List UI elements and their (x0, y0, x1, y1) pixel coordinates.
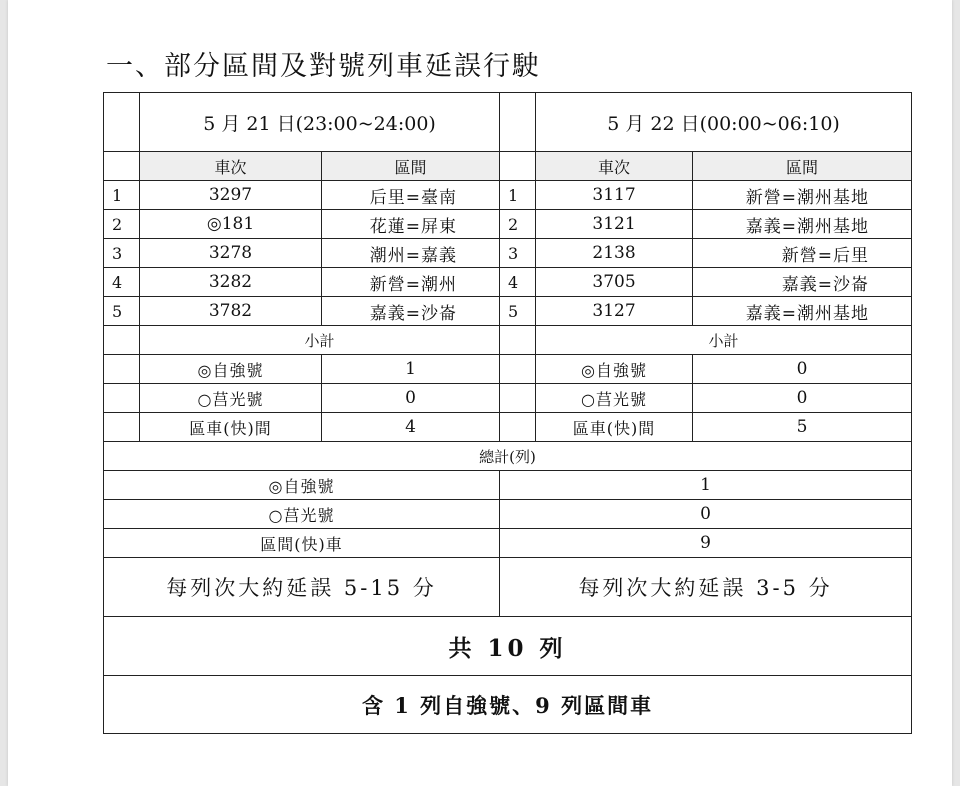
left-section: 嘉義=沙崙 (322, 297, 500, 326)
right-subtotal-type: 區車(快)間 (536, 413, 693, 442)
right-row-number: 1 (500, 181, 536, 210)
left-section: 潮州=嘉義 (322, 239, 500, 268)
left-subtotal-value: 4 (322, 413, 500, 442)
table-row (104, 297, 912, 326)
blank-cell (500, 93, 536, 152)
left-row-number: 3 (104, 239, 140, 268)
right-subtotal-value: 0 (693, 384, 912, 413)
table-row (104, 210, 912, 239)
grand-total-value: 1 (500, 471, 912, 500)
table-row (104, 268, 912, 297)
left-section: 新營=潮州 (322, 268, 500, 297)
right-train-number: 3117 (536, 181, 693, 210)
right-subtotal-type: ○莒光號 (536, 384, 693, 413)
left-row-number: 5 (104, 297, 140, 326)
left-subtotal-label: 小計 (140, 326, 500, 355)
right-row-number: 3 (500, 239, 536, 268)
blank-cell (104, 152, 140, 181)
right-subtotal-value: 5 (693, 413, 912, 442)
right-row-number: 4 (500, 268, 536, 297)
includes-note: 含 1 列自強號、9 列區間車 (104, 676, 912, 734)
blank-cell (500, 355, 536, 384)
right-row-number: 2 (500, 210, 536, 239)
right-delay-note: 每列次大約延誤 3-5 分 (500, 558, 912, 617)
subtotal-row (104, 355, 912, 384)
delay-table (103, 92, 912, 734)
grand-total-row (104, 529, 912, 558)
left-train-number: 3297 (140, 181, 322, 210)
blank-cell (500, 384, 536, 413)
table-row (104, 239, 912, 268)
left-subtotal-type: ○莒光號 (140, 384, 322, 413)
left-train-number: 3282 (140, 268, 322, 297)
grand-total-type: 區間(快)車 (104, 529, 500, 558)
right-section: 嘉義=沙崙 (693, 268, 912, 297)
left-subtotal-value: 1 (322, 355, 500, 384)
right-subtotal-type: ◎自強號 (536, 355, 693, 384)
subtotal-row (104, 413, 912, 442)
left-subtotal-type: 區車(快)間 (140, 413, 322, 442)
blank-cell (500, 326, 536, 355)
total-count: 共 10 列 (104, 617, 912, 676)
subtotal-row (104, 384, 912, 413)
grand-total-type: ○莒光號 (104, 500, 500, 529)
right-date-header: 5 月 22 日(00:00~06:10) (536, 93, 912, 152)
grand-total-row (104, 471, 912, 500)
right-section: 嘉義=潮州基地 (693, 297, 912, 326)
grand-total-type: ◎自強號 (104, 471, 500, 500)
right-train-number: 3705 (536, 268, 693, 297)
left-train-number: 3278 (140, 239, 322, 268)
blank-cell (500, 152, 536, 181)
right-section: 新營=后里 (693, 239, 912, 268)
blank-cell (500, 413, 536, 442)
right-col-train-header: 車次 (536, 152, 693, 181)
left-subtotal-type: ◎自強號 (140, 355, 322, 384)
document-page (8, 0, 952, 786)
left-section: 花蓮=屏東 (322, 210, 500, 239)
right-train-number: 3127 (536, 297, 693, 326)
blank-cell (104, 93, 140, 152)
right-section: 嘉義=潮州基地 (693, 210, 912, 239)
left-col-train-header: 車次 (140, 152, 322, 181)
left-delay-note: 每列次大約延誤 5-15 分 (104, 558, 500, 617)
right-subtotal-label: 小計 (536, 326, 912, 355)
right-section: 新營=潮州基地 (693, 181, 912, 210)
left-row-number: 2 (104, 210, 140, 239)
right-subtotal-value: 0 (693, 355, 912, 384)
grand-total-value: 0 (500, 500, 912, 529)
left-subtotal-value: 0 (322, 384, 500, 413)
blank-cell (104, 384, 140, 413)
page-title: 一、部分區間及對號列車延誤行駛 (106, 51, 541, 82)
right-train-number: 2138 (536, 239, 693, 268)
right-col-section-header: 區間 (693, 152, 912, 181)
grand-total-label: 總計(列) (104, 442, 912, 471)
left-row-number: 1 (104, 181, 140, 210)
grand-total-row (104, 500, 912, 529)
grand-total-value: 9 (500, 529, 912, 558)
left-train-number: 3782 (140, 297, 322, 326)
left-row-number: 4 (104, 268, 140, 297)
blank-cell (104, 413, 140, 442)
blank-cell (104, 326, 140, 355)
left-train-number: ◎181 (140, 210, 322, 239)
left-col-section-header: 區間 (322, 152, 500, 181)
left-date-header: 5 月 21 日(23:00~24:00) (140, 93, 500, 152)
blank-cell (104, 355, 140, 384)
right-row-number: 5 (500, 297, 536, 326)
right-train-number: 3121 (536, 210, 693, 239)
left-section: 后里=臺南 (322, 181, 500, 210)
table-row (104, 181, 912, 210)
